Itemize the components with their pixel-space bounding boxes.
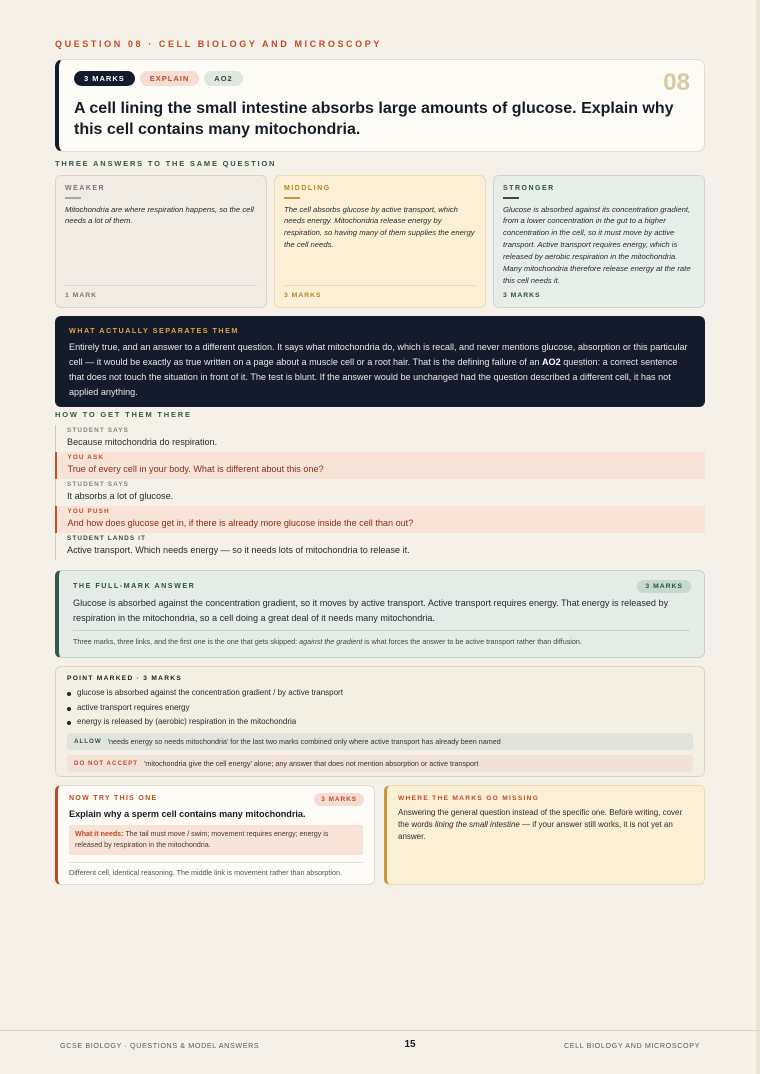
try-this-panel bbox=[55, 785, 375, 885]
separates-text: Entirely true, and an answer to a different question. It says what mitochondria do, which is recall, and never mentions glucose, absorption or this particular cell — it would be exactly as true written on a page about a muscle cell or a root hair. That is the defining failure of an AO2 question: a correct sentence that does not touch the situation in front of it. The test is blunt. If the answer would be unchanged had the question described a different cell, it has not applied anything. bbox=[69, 342, 688, 397]
ao2-highlight: AO2 bbox=[541, 357, 561, 367]
full-mark-note: Three marks, three links, and the first one is the one that gets skipped: against the gradient is what forces the answer to be active transport rather than diffusion. bbox=[73, 630, 690, 646]
dialogue-text: And how does glucose get in, if there is already more glucose inside the cell than out? bbox=[67, 518, 414, 528]
speaker-label: STUDENT LANDS IT bbox=[67, 535, 147, 542]
full-mark-panel bbox=[55, 570, 705, 658]
answer-text: Mitochondria are where respiration happens, so the cell needs a lot of them. bbox=[65, 204, 254, 226]
speaker-label: YOU PUSH bbox=[67, 508, 110, 515]
try-this-question: Explain why a sperm cell contains many mitochondria. bbox=[69, 809, 306, 819]
try-this-badge: 3 MARKS bbox=[314, 793, 364, 806]
try-this-needs: What it needs: The tail must move / swim; movement requires energy; energy is released by respiration in the mitochondria. bbox=[69, 825, 363, 855]
allow-text: 'needs energy so needs mitochondria' for the last two marks combined only where active transport has already been named bbox=[107, 736, 501, 746]
footer-chapter-title: CELL BIOLOGY AND MICROSCOPY bbox=[563, 1041, 700, 1050]
answer-card-middling bbox=[274, 175, 486, 308]
dialogue-line-teacher bbox=[55, 452, 706, 479]
footer-book-title: GCSE BIOLOGY · QUESTIONS & MODEL ANSWERS bbox=[60, 1041, 260, 1050]
dialogue-text: It absorbs a lot of glucose. bbox=[67, 491, 174, 501]
assessment-objective-tag: AO2 bbox=[204, 71, 242, 86]
command-word-tag: EXPLAIN bbox=[140, 71, 200, 86]
mark-scheme-panel bbox=[55, 666, 705, 777]
mark-scheme-title: POINT MARKED · 3 MARKS bbox=[67, 675, 183, 682]
allow-label: ALLOW bbox=[74, 737, 102, 745]
divider bbox=[284, 197, 300, 199]
dialogue bbox=[55, 425, 705, 560]
question-number: 08 bbox=[663, 69, 690, 96]
dialogue-line-teacher bbox=[55, 506, 706, 533]
speaker-label: STUDENT SAYS bbox=[67, 481, 129, 488]
answer-mark: 1 MARK bbox=[65, 285, 257, 299]
marks-tag: 3 MARKS bbox=[74, 71, 135, 86]
dialogue-text: Active transport. Which needs energy — so it needs lots of mitochondria to release it. bbox=[67, 545, 410, 555]
mark-point: energy is released by (aerobic) respiration in the mitochondria bbox=[67, 715, 693, 730]
dialogue-line-student bbox=[56, 425, 705, 452]
answer-card-weaker bbox=[55, 175, 267, 308]
full-mark-text: Glucose is absorbed against the concentration gradient, so it moves by active transport. Active transport requires energy. That energy is released by respiration in the mitochondria, so a cell doing a great deal of it needs many mitochondria. bbox=[73, 598, 669, 623]
emphasis: lining the small intestine bbox=[434, 820, 520, 829]
mark-points-list bbox=[67, 686, 693, 730]
page-number: 15 bbox=[404, 1039, 416, 1050]
question-tags bbox=[74, 71, 243, 86]
try-this-footer: Different cell, identical reasoning. The middle link is movement rather than absorption. bbox=[69, 862, 363, 877]
dialogue-text: Because mitochondria do respiration. bbox=[67, 437, 218, 447]
allow-note bbox=[67, 733, 693, 750]
separates-panel bbox=[55, 316, 705, 407]
footer-divider bbox=[0, 1030, 760, 1031]
full-mark-badge: 3 MARKS bbox=[637, 580, 691, 593]
try-this-title: NOW TRY THIS ONE bbox=[69, 795, 158, 802]
emphasis: against the gradient bbox=[299, 637, 363, 646]
page-edge bbox=[756, 0, 760, 1074]
answer-card-stronger bbox=[493, 175, 705, 308]
answer-text: Glucose is absorbed against its concentration gradient, from a lower concentration in the gut to a higher concentration in the cell, so it must move by active transport. Active transport requires energy, which is released by aerobic respiration in the mitochondria. Many mitochondria therefore release energy at the rate this cell needs it. bbox=[503, 204, 691, 285]
answer-text: The cell absorbs glucose by active transport, which needs energy. Mitochondria release energy by respiration, so having many of them supplies the energy the cell needs. bbox=[284, 204, 475, 250]
mark-point: glucose is absorbed against the concentration gradient / by active transport bbox=[67, 686, 693, 701]
do-not-accept-label: DO NOT ACCEPT bbox=[74, 759, 138, 767]
speaker-label: STUDENT SAYS bbox=[67, 427, 129, 434]
do-not-accept-text: 'mitochondria give the cell energy' alone; any answer that does not mention absorption or active transport bbox=[144, 758, 479, 768]
do-not-accept-note bbox=[67, 755, 693, 772]
answer-mark: 3 MARKS bbox=[284, 285, 476, 299]
full-mark-title: THE FULL-MARK ANSWER bbox=[73, 581, 196, 590]
answer-title: STRONGER bbox=[503, 185, 555, 192]
separates-title: WHAT ACTUALLY SEPARATES THEM bbox=[69, 326, 239, 335]
question-card bbox=[55, 59, 705, 152]
question-heading: QUESTION 08 · CELL BIOLOGY AND MICROSCOPY bbox=[55, 39, 382, 49]
marks-missing-title: WHERE THE MARKS GO MISSING bbox=[398, 795, 540, 802]
answer-title: WEAKER bbox=[65, 185, 106, 192]
marks-missing-text: Answering the general question instead of the specific one. Before writing, cover the words lining the small intestine — if your answer still works, it is not yet an answer. bbox=[398, 808, 683, 841]
answers-section-label: THREE ANSWERS TO THE SAME QUESTION bbox=[55, 159, 277, 168]
marks-missing-panel bbox=[384, 785, 705, 885]
speaker-label: YOU ASK bbox=[67, 454, 105, 461]
dialogue-line-student bbox=[56, 479, 705, 506]
dialogue-text: True of every cell in your body. What is different about this one? bbox=[67, 464, 324, 474]
answer-title: MIDDLING bbox=[284, 185, 331, 192]
divider bbox=[65, 197, 81, 199]
mark-point: active transport requires energy bbox=[67, 701, 693, 716]
dialogue-section-label: HOW TO GET THEM THERE bbox=[55, 410, 192, 419]
dialogue-line-student-lands bbox=[56, 533, 705, 560]
divider bbox=[503, 197, 519, 199]
needs-label: What it needs: bbox=[75, 830, 124, 838]
answer-mark: 3 MARKS bbox=[503, 292, 541, 299]
question-text: A cell lining the small intestine absorbs large amounts of glucose. Explain why this cell contains many mitochondria. bbox=[74, 100, 674, 138]
